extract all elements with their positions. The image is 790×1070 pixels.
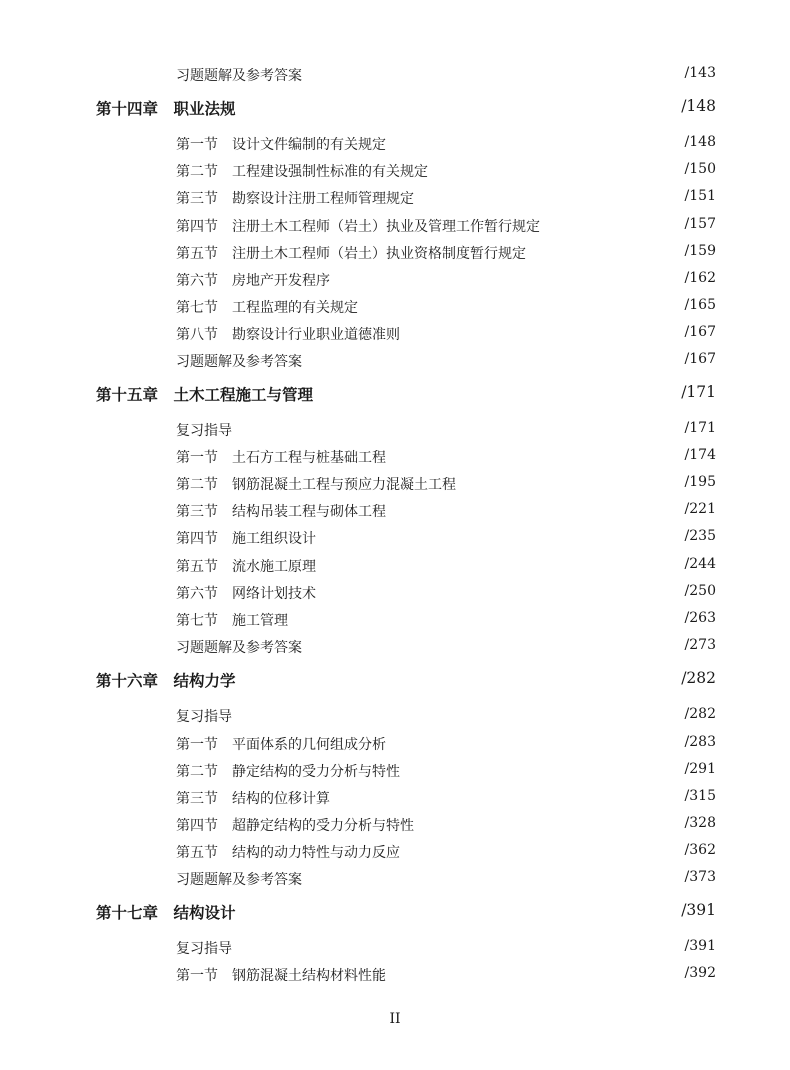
toc-chapter-entry (0, 667, 790, 691)
page-ref: /174 (684, 447, 716, 463)
chapter-title: 第十六章 结构力学 (96, 672, 236, 690)
toc-section-entry (0, 525, 790, 549)
page-ref: /392 (684, 965, 716, 981)
toc-section-entry (0, 580, 790, 604)
toc-section-entry (0, 321, 790, 345)
toc-section-entry (0, 553, 790, 577)
section-title: 第一节 土石方工程与桩基础工程 (176, 450, 386, 466)
page-ref: /150 (684, 161, 716, 177)
toc-section-entry (0, 785, 790, 809)
toc-section-entry (0, 240, 790, 264)
toc-section-entry (0, 634, 790, 658)
page-ref: /282 (684, 706, 716, 722)
toc-section-entry (0, 866, 790, 890)
toc-section-entry (0, 471, 790, 495)
page-ref: /171 (684, 420, 716, 436)
toc-chapter-entry (0, 95, 790, 119)
toc-chapter-entry (0, 381, 790, 405)
section-title: 第五节 结构的动力特性与动力反应 (176, 845, 400, 861)
section-title: 第二节 工程建设强制性标准的有关规定 (176, 164, 428, 180)
section-title: 第三节 结构的位移计算 (176, 791, 330, 807)
section-title: 习题题解及参考答案 (176, 872, 302, 888)
page-ref: /391 (681, 901, 716, 919)
section-title: 第三节 勘察设计注册工程师管理规定 (176, 191, 414, 207)
page-ref: /328 (684, 815, 716, 831)
page-ref: /167 (684, 351, 716, 367)
page-ref: /250 (684, 583, 716, 599)
page-ref: /244 (684, 556, 716, 572)
chapter-title: 第十五章 土木工程施工与管理 (96, 386, 314, 404)
section-title: 第一节 设计文件编制的有关规定 (176, 137, 386, 153)
chapter-title: 第十四章 职业法规 (96, 100, 236, 118)
section-title: 第一节 钢筋混凝土结构材料性能 (176, 968, 386, 984)
section-title: 习题题解及参考答案 (176, 68, 302, 84)
toc-section-entry (0, 935, 790, 959)
toc-section-entry (0, 731, 790, 755)
page-ref: /282 (681, 669, 716, 687)
page-number-footer: II (389, 1011, 401, 1027)
section-title: 习题题解及参考答案 (176, 354, 302, 370)
page-ref: /143 (684, 65, 716, 81)
toc-section-entry (0, 962, 790, 986)
toc-section-entry (0, 62, 790, 86)
page-ref: /273 (684, 637, 716, 653)
page-ref: /171 (681, 383, 716, 401)
page-ref: /221 (684, 501, 716, 517)
toc-section-entry (0, 703, 790, 727)
section-title: 复习指导 (176, 941, 232, 957)
toc-section-entry (0, 444, 790, 468)
section-title: 复习指导 (176, 423, 232, 439)
section-title: 第一节 平面体系的几何组成分析 (176, 737, 386, 753)
section-title: 第六节 网络计划技术 (176, 586, 316, 602)
toc-section-entry (0, 607, 790, 631)
section-title: 第七节 施工管理 (176, 613, 288, 629)
section-title: 第四节 施工组织设计 (176, 531, 316, 547)
section-title: 第二节 静定结构的受力分析与特性 (176, 764, 400, 780)
section-title: 第六节 房地产开发程序 (176, 273, 330, 289)
toc-section-entry (0, 267, 790, 291)
section-title: 复习指导 (176, 709, 232, 725)
section-title: 第七节 工程监理的有关规定 (176, 300, 358, 316)
toc-section-entry (0, 348, 790, 372)
page-ref: /391 (684, 938, 716, 954)
page-ref: /315 (684, 788, 716, 804)
page-ref: /235 (684, 528, 716, 544)
page-ref: /165 (684, 297, 716, 313)
section-title: 第五节 流水施工原理 (176, 559, 316, 575)
toc-section-entry (0, 417, 790, 441)
page-ref: /148 (681, 97, 716, 115)
page-ref: /148 (684, 134, 716, 150)
page-ref: /167 (684, 324, 716, 340)
page-ref: /162 (684, 270, 716, 286)
section-title: 习题题解及参考答案 (176, 640, 302, 656)
toc-section-entry (0, 839, 790, 863)
toc-section-entry (0, 131, 790, 155)
page-ref: /291 (684, 761, 716, 777)
toc-section-entry (0, 185, 790, 209)
toc-section-entry (0, 758, 790, 782)
page-ref: /195 (684, 474, 716, 490)
section-title: 第五节 注册土木工程师（岩土）执业资格制度暂行规定 (176, 246, 526, 262)
section-title: 第四节 超静定结构的受力分析与特性 (176, 818, 414, 834)
page-ref: /157 (684, 216, 716, 232)
section-title: 第四节 注册土木工程师（岩土）执业及管理工作暂行规定 (176, 219, 540, 235)
toc-section-entry (0, 498, 790, 522)
page-ref: /362 (684, 842, 716, 858)
page-ref: /263 (684, 610, 716, 626)
section-title: 第三节 结构吊装工程与砌体工程 (176, 504, 386, 520)
page-ref: /151 (684, 188, 716, 204)
section-title: 第二节 钢筋混凝土工程与预应力混凝土工程 (176, 477, 456, 493)
chapter-title: 第十七章 结构设计 (96, 904, 236, 922)
toc-section-entry (0, 294, 790, 318)
toc-section-entry (0, 158, 790, 182)
section-title: 第八节 勘察设计行业职业道德准则 (176, 327, 400, 343)
toc-chapter-entry (0, 899, 790, 923)
page-ref: /373 (684, 869, 716, 885)
page-ref: /159 (684, 243, 716, 259)
toc-section-entry (0, 812, 790, 836)
toc-section-entry (0, 213, 790, 237)
page-ref: /283 (684, 734, 716, 750)
